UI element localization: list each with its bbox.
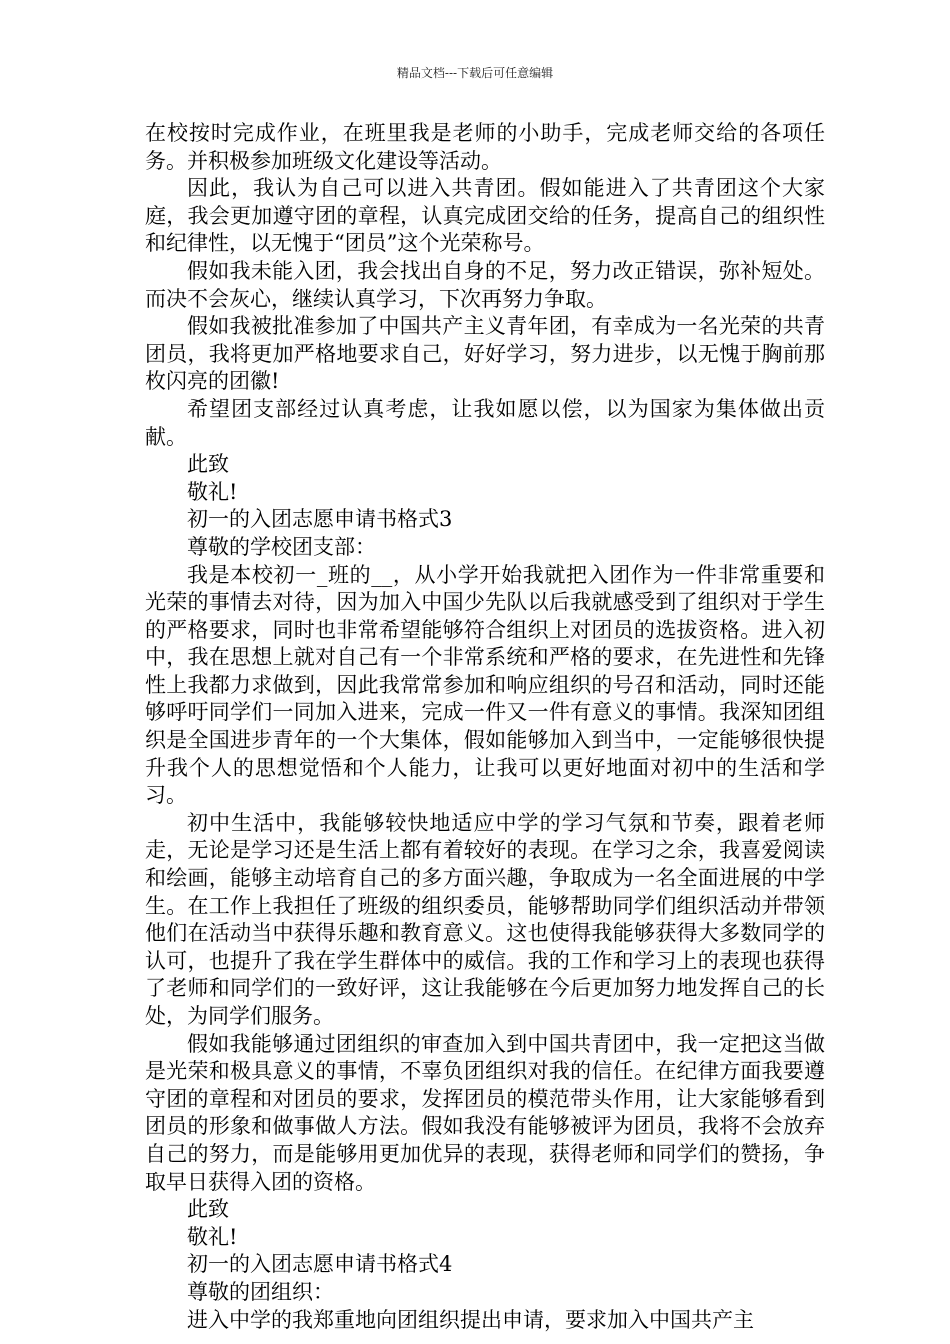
page-header: 精品文档---下载后可任意编辑 [396,66,554,80]
paragraph: 假如我未能入团，我会找出自身的不足，努力改正错误，弥补短处。而决不会灰心，继续认真学习，下次再努力争取。 [145,258,825,311]
section-title: 初一的入团志愿申请书格式3 [187,507,453,532]
salutation-line: 敬礼! [187,1224,238,1249]
greeting-line: 尊敬的团组织： [187,1279,334,1304]
paragraph: 希望团支部经过认真考虑，让我如愿以偿，以为国家为集体做出贡献。 [145,396,825,449]
paragraph: 假如我能够通过团组织的审查加入到中国共青团中，我一定把这当做是光荣和极具意义的事情，不辜负团组织对我的信任。在纪律方面我要遵守团的章程和对团员的要求，发挥团员的模范带头作用，让大家能够看到团员的形象和做事做人方法。假如我没有能够被评为团员，我将不会放弃自己的努力，而是能够用更加优异的表现，获得老师和同学们的赞扬，争取早日获得入团的资格。 [145,1031,825,1194]
closing-line: 此致 [187,1197,229,1222]
paragraph: 因此，我认为自己可以进入共青团。假如能进入了共青团这个大家庭，我会更加遵守团的章程，认真完成团交给的任务，提高自己的组织性和纪律性，以无愧于“团员”这个光荣称号。 [145,176,825,256]
paragraph: 假如我被批准参加了中国共产主义青年团，有幸成为一名光荣的共青团员，我将更加严格地要求自己，好好学习，努力进步，以无愧于胸前那枚闪亮的团徽! [145,314,825,394]
section-title: 初一的入团志愿申请书格式4 [187,1252,453,1277]
paragraph: 我是本校初一_班的__，从小学开始我就把入团作为一件非常重要和光荣的事情去对待，因为加入中国少先队以后我就感受到了组织对于学生的严格要求，同时也非常希望能够符合组织上对团员的选拔资格。进入初中，我在思想上就对自己有一个非常系统和严格的要求，在先进性和先锋性上我都力求做到，因此我常常参加和响应组织的号召和活动，同时还能够呼吁同学们一同加入进来，完成一件又一件有意义的事情。我深知团组织是全国进步青年的一个大集体，假如能够加入到当中，一定能够很快提升我个人的思想觉悟和个人能力，让我可以更好地面对初中的生活和学习。 [145,562,825,808]
greeting-line: 尊敬的学校团支部： [187,534,376,559]
paragraph: 初中生活中，我能够较快地适应中学的学习气氛和节奏，跟着老师走，无论是学习还是生活上都有着较好的表现。在学习之余，我喜爱阅读和绘画，能够主动培育自己的多方面兴趣，争取成为一名全面进展的中学生。在工作上我担任了班级的组织委员，能够帮助同学们组织活动并带领他们在活动当中获得乐趣和教育意义。这也使得我能够获得大多数同学的认可，也提升了我在学生群体中的威信。我的工作和学习上的表现也获得了老师和同学们的一致好评，这让我能够在今后更加努力地发挥自己的长处，为同学们服务。 [145,810,825,1028]
document-body [145,120,825,1334]
paragraph: 在校按时完成作业，在班里我是老师的小助手，完成老师交给的各项任务。并积极参加班级文化建设等活动。 [145,121,825,173]
closing-line: 此致 [187,452,229,477]
paragraph: 进入中学的我郑重地向团组织提出申请，要求加入中国共产主 [187,1307,754,1332]
salutation-line: 敬礼! [187,479,238,504]
